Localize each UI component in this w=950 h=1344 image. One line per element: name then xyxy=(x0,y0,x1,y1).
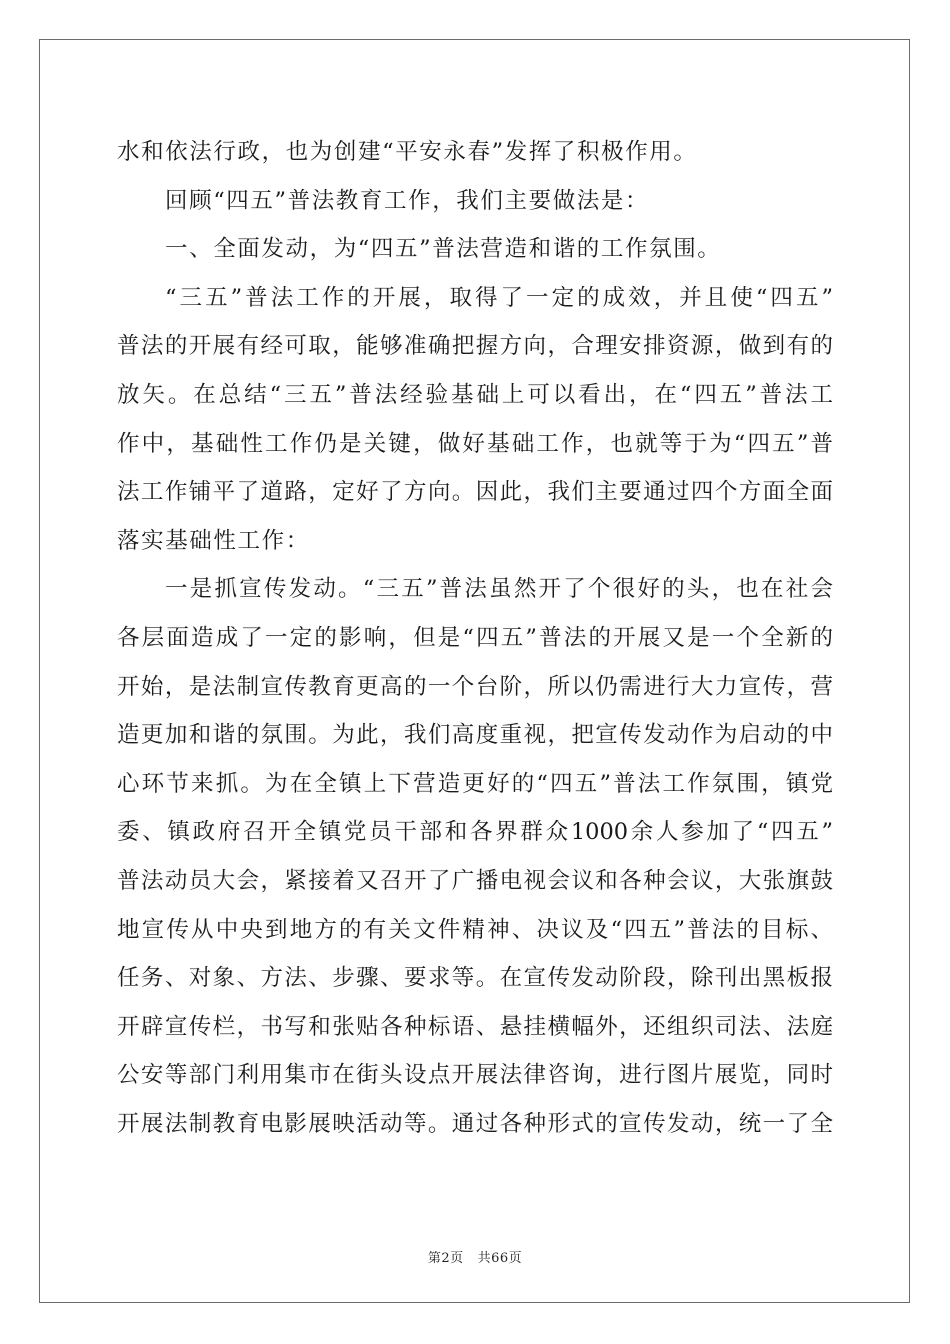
text-line: 开辟宣传栏，书写和张贴各种标语、悬挂横幅外，还组织司法、法庭 xyxy=(117,1013,833,1040)
text-line: 地宣传从中央到地方的有关文件精神、决议及“四五”普法的目标、 xyxy=(117,916,833,943)
text-line: 普法的开展有经可取，能够准确把握方向，合理安排资源，做到有的 xyxy=(117,333,833,360)
text-line: 造更加和谐的氛围。为此，我们高度重视，把宣传发动作为启动的中 xyxy=(117,722,833,749)
text-line: “三五”普法工作的开展，取得了一定的成效，并且使“四五” xyxy=(165,284,833,311)
text-line: 各层面造成了一定的影响，但是“四五”普法的开展又是一个全新的 xyxy=(117,624,833,651)
document-body xyxy=(117,128,833,1148)
text-line: 开始，是法制宣传教育更高的一个台阶，所以仍需进行大力宣传，营 xyxy=(117,673,833,700)
text-line: 作中，基础性工作仍是关键，做好基础工作，也就等于为“四五”普 xyxy=(117,430,833,457)
text-line: 开展法制教育电影展映活动等。通过各种形式的宣传发动，统一了全 xyxy=(117,1110,833,1137)
text-line: 普法动员大会，紧接着又召开了广播电视会议和各种会议，大张旗鼓 xyxy=(117,867,833,894)
text-line: 委、镇政府召开全镇党员干部和各界群众1000余人参加了“四五” xyxy=(117,819,833,846)
text-line: 放矢。在总结“三五”普法经验基础上可以看出，在“四五”普法工 xyxy=(117,381,833,408)
text-line: 一、全面发动，为“四五”普法营造和谐的工作氛围。 xyxy=(165,236,722,263)
text-line: 任务、对象、方法、步骤、要求等。在宣传发动阶段，除刊出黑板报 xyxy=(117,965,833,992)
text-line: 公安等部门利用集市在街头设点开展法律咨询，进行图片展览，同时 xyxy=(117,1062,833,1089)
page-footer xyxy=(0,1247,950,1266)
page-number-current: 第2页 xyxy=(427,1251,464,1266)
text-line: 落实基础性工作： xyxy=(117,527,310,554)
page-number-total: 共66页 xyxy=(477,1251,523,1266)
text-line: 水和依法行政，也为创建“平安永春”发挥了积极作用。 xyxy=(117,139,698,165)
text-line: 回顾“四五”普法教育工作，我们主要做法是： xyxy=(165,187,650,214)
text-line: 心环节来抓。为在全镇上下营造更好的“四五”普法工作氛围，镇党 xyxy=(117,770,833,797)
text-line: 法工作铺平了道路，定好了方向。因此，我们主要通过四个方面全面 xyxy=(117,479,833,506)
text-line: 一是抓宣传发动。“三五”普法虽然开了个很好的头，也在社会 xyxy=(165,576,833,603)
